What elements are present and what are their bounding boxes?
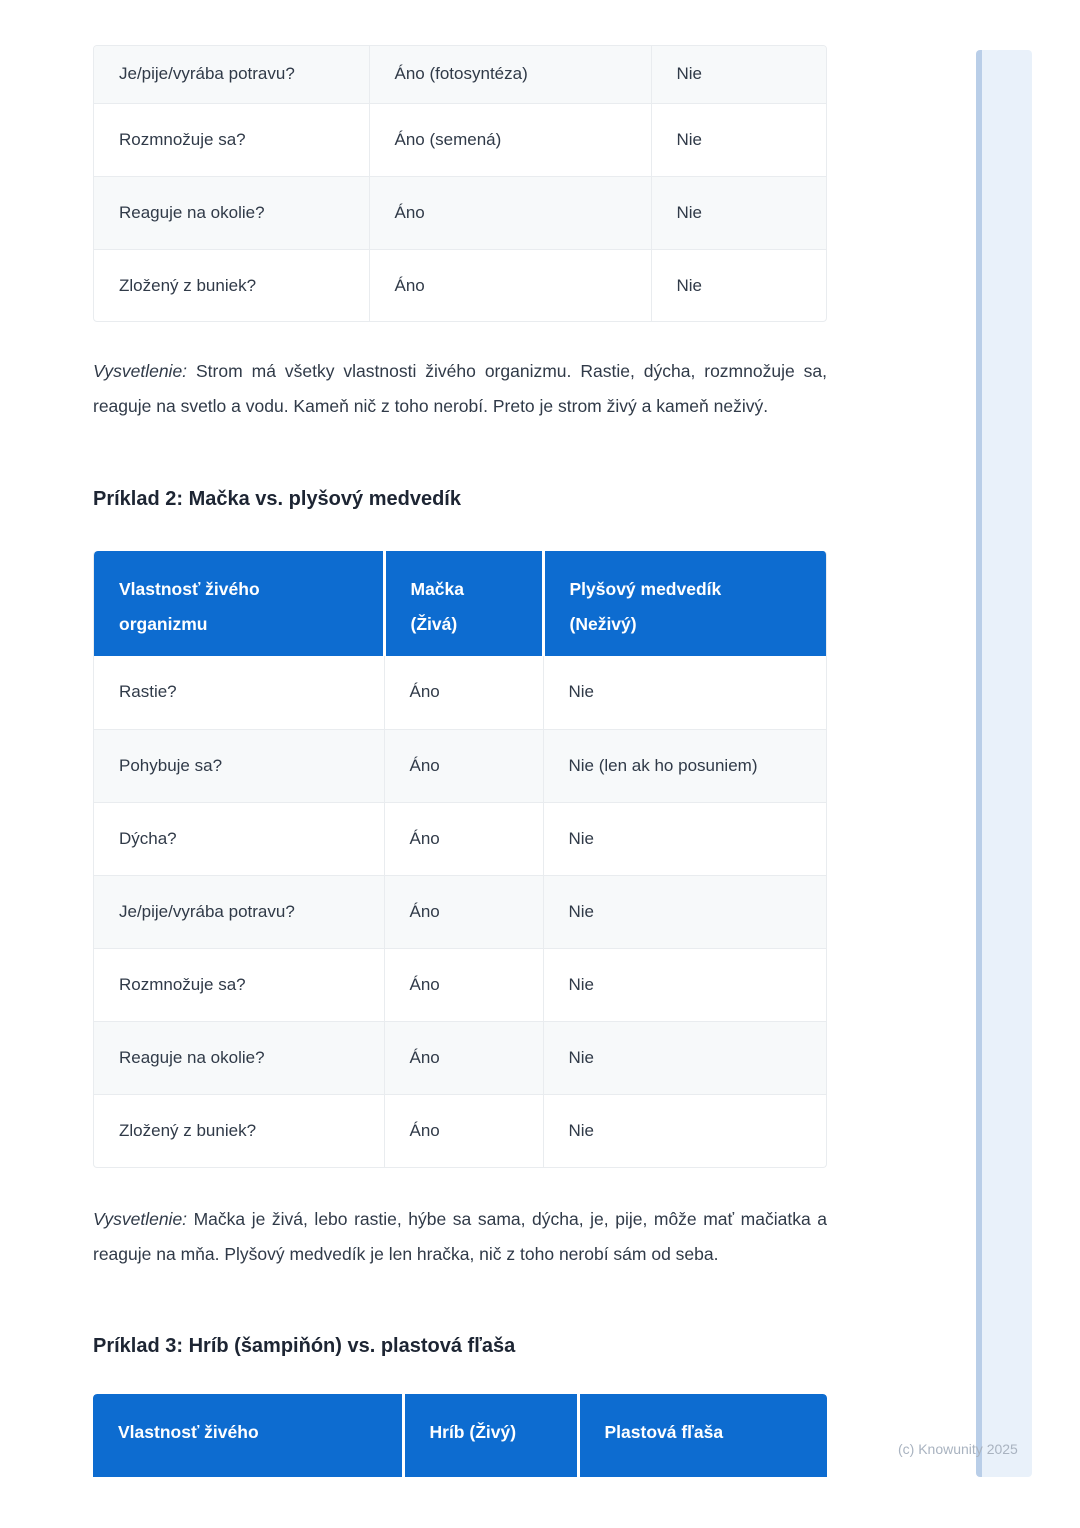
table-cell: Áno (fotosyntéza) xyxy=(369,46,651,103)
header-row xyxy=(93,1394,827,1477)
table-cell: Nie xyxy=(543,1094,827,1167)
table-cell: Reaguje na okolie? xyxy=(94,1021,384,1094)
table-cell: Áno xyxy=(384,729,543,802)
table-cell: Dýcha? xyxy=(94,802,384,875)
table-row xyxy=(94,1021,827,1094)
table-cell: Nie xyxy=(651,46,827,103)
table-cell: Nie (len ak ho posuniem) xyxy=(543,729,827,802)
table-row xyxy=(94,656,827,729)
comparison-table xyxy=(94,46,827,322)
table-cell: Je/pije/vyrába potravu? xyxy=(94,46,369,103)
table-cell: Áno xyxy=(384,948,543,1021)
table-cell: Rozmnožuje sa? xyxy=(94,103,369,176)
explanation-label: Vysvetlenie: xyxy=(93,361,188,381)
page-edge-strip xyxy=(976,50,1032,1477)
explanation-label: Vysvetlenie: xyxy=(93,1209,188,1229)
table-cell: Rastie? xyxy=(119,682,177,702)
table-cell: Nie xyxy=(543,802,827,875)
comparison-table xyxy=(93,1394,827,1477)
table-cell: Pohybuje sa? xyxy=(94,729,384,802)
column-header: Vlastnosť živého organizmu xyxy=(94,551,384,656)
heading-priklad-2: Príklad 2: Mačka vs. plyšový medvedík xyxy=(93,488,461,510)
table-strom-vs-kamen xyxy=(93,45,827,322)
explanation-paragraph xyxy=(93,354,827,424)
table-cell: Rozmnožuje sa? xyxy=(94,948,384,1021)
table-cell: Zložený z buniek? xyxy=(94,249,369,322)
table-cell: Áno xyxy=(384,1094,543,1167)
table-cell: Áno xyxy=(384,802,543,875)
table-row xyxy=(94,729,827,802)
heading-priklad-3: Príklad 3: Hríb (šampiňón) vs. plastová fľaša xyxy=(93,1335,516,1357)
table-cell: Zložený z buniek? xyxy=(94,1094,384,1167)
column-header: Plastová fľaša xyxy=(578,1394,827,1477)
table-cell: Nie xyxy=(543,1021,827,1094)
explanation-paragraph xyxy=(93,1202,827,1272)
column-header: Hríb (Živý) xyxy=(403,1394,578,1477)
table-cell: Je/pije/vyrába potravu? xyxy=(94,875,384,948)
comparison-table xyxy=(94,551,827,1167)
explanation-text: Strom má všetky vlastnosti živého organizmu. Rastie, dýcha, rozmnožuje sa, reaguje na svetlo a vodu. Kameň nič z toho nerobí. Preto je strom živý a kameň neživý. xyxy=(93,361,827,416)
table-header xyxy=(94,551,827,656)
table-cell: Áno xyxy=(369,176,651,249)
table-hrib-vs-flasa xyxy=(93,1394,827,1477)
table-cell: Nie xyxy=(651,103,827,176)
table-cell: Áno xyxy=(384,875,543,948)
table-row xyxy=(94,802,827,875)
column-header: Plyšový medvedík (Neživý) xyxy=(543,551,827,656)
table-row xyxy=(94,875,827,948)
table-row xyxy=(94,1094,827,1167)
table-cell: Nie xyxy=(543,948,827,1021)
table-cell: Áno (semená) xyxy=(369,103,651,176)
table-row xyxy=(94,103,827,176)
table-cell: Nie xyxy=(651,249,827,322)
table-body xyxy=(94,46,827,322)
table-cell: Reaguje na okolie? xyxy=(94,176,369,249)
table-row xyxy=(94,46,827,103)
table-cell: Nie xyxy=(651,176,827,249)
table-body xyxy=(94,656,827,1167)
table-cell: Áno xyxy=(384,1021,543,1094)
column-header: Vlastnosť živého xyxy=(93,1394,403,1477)
table-header xyxy=(93,1394,827,1477)
table-cell: Áno xyxy=(369,249,651,322)
table-cell: Nie xyxy=(543,656,827,729)
header-row xyxy=(94,551,827,656)
table-row xyxy=(94,948,827,1021)
table-macka-vs-medvedik xyxy=(93,551,827,1168)
table-row xyxy=(94,176,827,249)
table-cell: Nie xyxy=(543,875,827,948)
column-header: Mačka (Živá) xyxy=(384,551,543,656)
explanation-text: Mačka je živá, lebo rastie, hýbe sa sama, dýcha, je, pije, môže mať mačiatka a reaguje na mňa. Plyšový medvedík je len hračka, nič z toho nerobí sám od seba. xyxy=(93,1209,827,1264)
table-row xyxy=(94,249,827,322)
copyright-watermark: (c) Knowunity 2025 xyxy=(898,1441,1018,1457)
table-cell: Áno xyxy=(384,656,543,729)
